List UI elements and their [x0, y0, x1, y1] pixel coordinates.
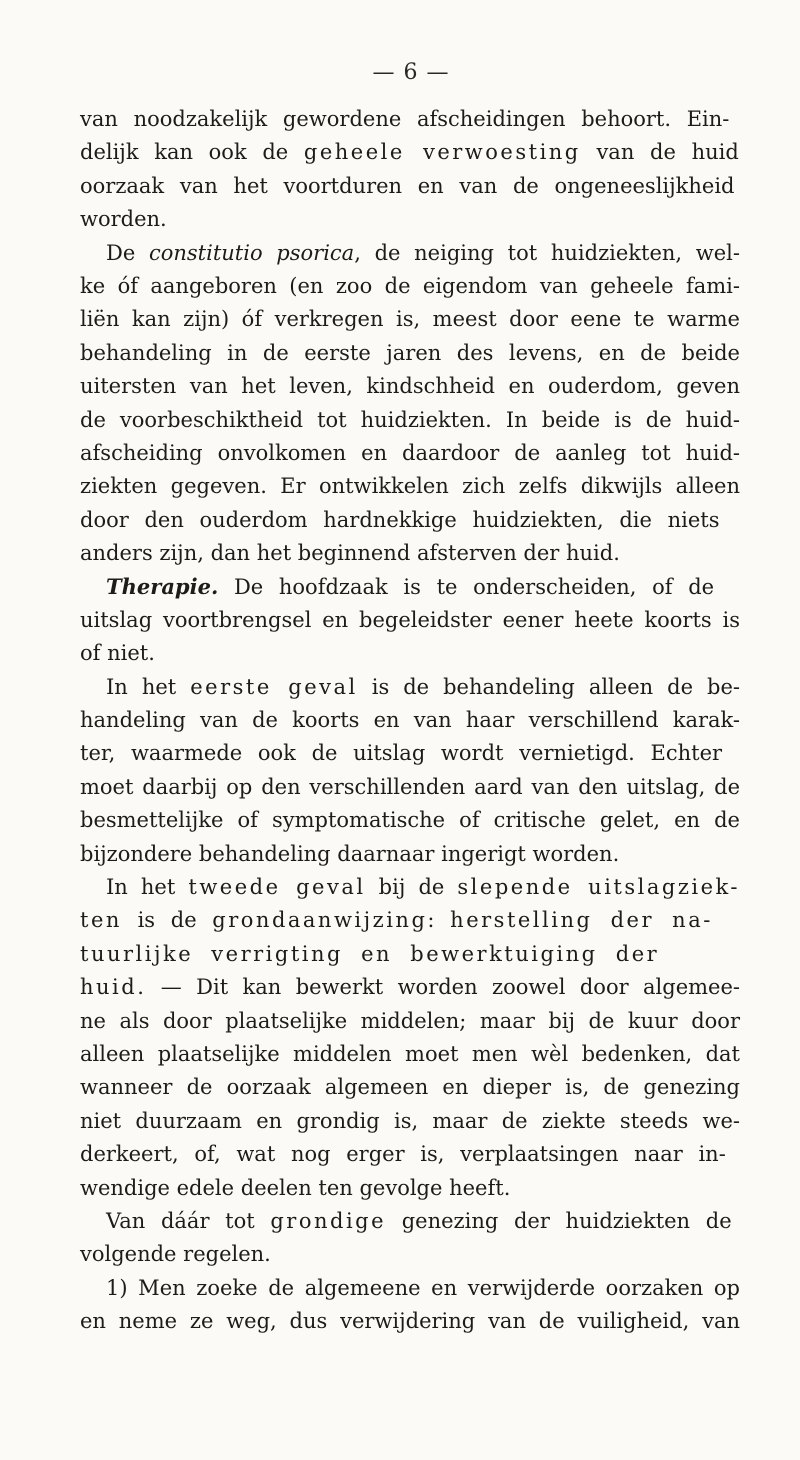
text-line — [80, 337, 740, 370]
text-line — [80, 1138, 740, 1171]
text-run: anders zijn, dan het beginnend afsterven der huid. — [80, 541, 620, 566]
text-line — [80, 203, 740, 236]
text-run: uitersten van het leven, kindschheid en ouderdom, geven — [80, 374, 740, 399]
text-run: alleen plaatselijke middelen moet men wèl bedenken, dat — [80, 1041, 740, 1066]
text-line — [80, 604, 740, 637]
text-run: is de behandeling alleen de be- — [357, 674, 740, 699]
text-run: niet duurzaam en grondig is, maar de ziekte steeds we- — [80, 1108, 740, 1133]
text-run: ke óf aangeboren (en zoo de eigendom van geheele fami- — [80, 273, 740, 298]
text-run: afscheiding onvolkomen en daardoor de aanleg tot huid- — [80, 440, 740, 465]
text-run: volgende regelen. — [80, 1242, 271, 1267]
text-line — [80, 303, 740, 336]
text-line — [80, 570, 740, 603]
emphasis-run: geheele verwoesting — [303, 140, 581, 165]
body-text — [80, 103, 740, 1338]
emphasis-run: ten — [80, 908, 122, 933]
emphasis-run: huid. — [80, 975, 147, 1000]
emphasis-run: tuurlijke verrigting en bewerktuiging der — [80, 941, 660, 966]
text-run: behandeling in de eerste jaren des levens, en de beide — [80, 340, 740, 365]
text-line — [80, 170, 740, 203]
text-run: oorzaak van het voortduren en van de ongeneeslijkheid — [80, 173, 735, 198]
text-line — [80, 404, 740, 437]
text-line — [80, 671, 740, 704]
text-run: door den ouderdom hardnekkige huidziekten, die niets — [80, 507, 720, 532]
text-run: genezing der huidziekten de — [386, 1208, 732, 1233]
text-run: : — [427, 908, 451, 933]
text-run: 1) Men zoeke de algemeene en verwijderde oorzaken op — [106, 1275, 740, 1300]
text-run: bij de — [365, 874, 458, 899]
text-line — [80, 103, 740, 136]
text-run: van noodzakelijk gewordene afscheidingen behoort. Ein- — [80, 107, 730, 131]
text-line — [80, 470, 740, 503]
text-run: handeling van de koorts en van haar verschillend karak- — [80, 708, 740, 733]
emphasis-run: grondige — [270, 1208, 387, 1233]
text-run: De — [106, 240, 149, 265]
text-line — [80, 270, 740, 303]
text-run: worden. — [80, 207, 167, 232]
text-line — [80, 1272, 740, 1305]
text-line — [80, 537, 740, 570]
text-run: Van dáár tot — [106, 1208, 271, 1233]
text-line — [80, 1105, 740, 1138]
text-run: De hoofdzaak is te onderscheiden, of de — [218, 575, 715, 600]
text-line — [80, 1205, 740, 1238]
text-run: of niet. — [80, 641, 155, 666]
text-line — [80, 1071, 740, 1104]
text-line — [80, 136, 740, 169]
text-line — [80, 938, 740, 971]
text-run: moet daarbij op den verschillenden aard van den uitslag, de — [80, 774, 740, 799]
text-run: ne als door plaatselijke middelen; maar bij de kuur door — [80, 1008, 740, 1033]
text-run: van de huid — [580, 140, 739, 165]
emphasis-run: Therapie. — [106, 574, 219, 600]
text-line — [80, 504, 740, 537]
emphasis-run: eerste geval — [190, 674, 358, 699]
text-run: de voorbeschiktheid tot huidziekten. In beide is de huid- — [80, 407, 740, 432]
text-line — [80, 1238, 740, 1271]
text-run: derkeert, of, wat nog erger is, verplaatsingen naar in- — [80, 1142, 726, 1167]
text-line — [80, 838, 740, 871]
text-run: delijk kan ook de — [80, 140, 304, 165]
text-run: ziekten gegeven. Er ontwikkelen zich zelfs dikwijls alleen — [80, 474, 740, 499]
text-run: In het — [106, 874, 189, 899]
text-line — [80, 871, 740, 904]
text-line — [80, 1038, 740, 1071]
text-run: — Dit kan bewerkt worden zoowel door algemee- — [146, 975, 740, 1000]
text-line — [80, 804, 740, 837]
text-line — [80, 437, 740, 470]
emphasis-run: constitutio psorica — [148, 240, 355, 265]
text-run: bijzondere behandeling daarnaar ingerigt worden. — [80, 841, 620, 866]
text-run: is de — [121, 908, 213, 933]
emphasis-run: grondaanwijzing — [212, 908, 428, 933]
text-line — [80, 1005, 740, 1038]
text-line — [80, 637, 740, 670]
text-line — [80, 971, 740, 1004]
text-line — [80, 1305, 740, 1338]
text-run: wendige edele deelen ten gevolge heeft. — [80, 1175, 511, 1200]
text-run: besmettelijke of symptomatische of critische gelet, en de — [80, 808, 740, 833]
text-run: en neme ze weg, dus verwijdering van de vuiligheid, van — [80, 1309, 740, 1334]
text-line — [80, 737, 740, 770]
text-line — [80, 1172, 740, 1205]
page-number: — 6 — — [372, 60, 450, 85]
text-run: , de neiging tot huidziekten, wel- — [354, 240, 740, 265]
emphasis-run: herstelling der na- — [450, 908, 713, 933]
emphasis-run: tweede geval — [188, 874, 366, 899]
text-run: ter, waarmede ook de uitslag wordt vernietigd. Echter — [80, 741, 723, 766]
text-line — [80, 237, 740, 270]
text-line — [80, 704, 740, 737]
text-line — [80, 771, 740, 804]
text-line — [80, 904, 740, 937]
text-run: wanneer de oorzaak algemeen en dieper is, de genezing — [80, 1075, 740, 1100]
text-run: uitslag voortbrengsel en begeleidster eener heete koorts is — [80, 607, 740, 632]
text-run: liën kan zijn) óf verkregen is, meest door eene te warme — [80, 307, 740, 332]
text-run: In het — [106, 674, 191, 699]
emphasis-run: slepende uitslagziek- — [457, 874, 740, 899]
text-line — [80, 370, 740, 403]
